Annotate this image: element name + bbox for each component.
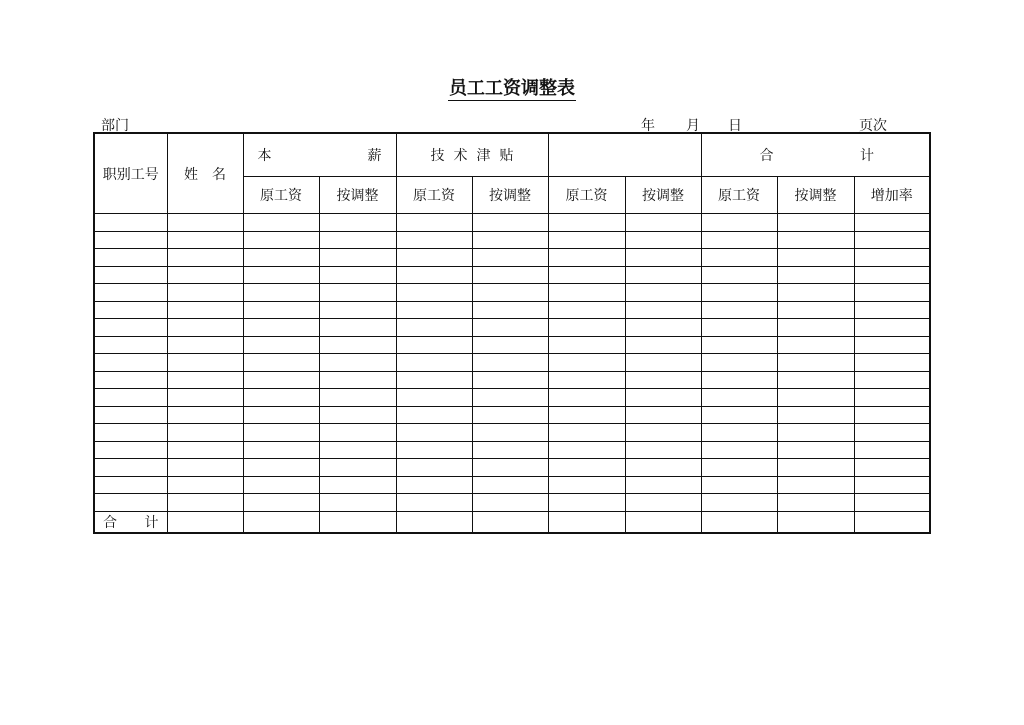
table-cell[interactable]	[319, 231, 396, 249]
table-row	[94, 494, 930, 512]
table-cell[interactable]	[167, 266, 243, 284]
table-cell[interactable]	[548, 249, 625, 267]
table-cell[interactable]	[548, 266, 625, 284]
table-cell[interactable]	[319, 371, 396, 389]
subheader-cell: 增加率	[854, 177, 930, 214]
table-cell[interactable]	[472, 424, 548, 442]
table-cell[interactable]	[472, 249, 548, 267]
subheader-cell: 按调整	[472, 177, 548, 214]
table-cell[interactable]	[548, 284, 625, 302]
table-cell[interactable]	[167, 336, 243, 354]
table-cell[interactable]	[854, 336, 930, 354]
table-row	[94, 371, 930, 389]
table-cell[interactable]	[94, 284, 167, 302]
table-cell[interactable]	[243, 424, 319, 442]
table-cell[interactable]	[777, 284, 854, 302]
table-cell[interactable]	[548, 214, 625, 232]
table-cell[interactable]	[94, 354, 167, 372]
table-cell[interactable]	[625, 319, 701, 337]
table-cell[interactable]	[396, 476, 472, 494]
table-cell[interactable]	[625, 301, 701, 319]
table-row	[94, 424, 930, 442]
table-cell[interactable]	[243, 266, 319, 284]
header-tech-allowance	[396, 133, 548, 177]
header-base-char-2: 薪	[367, 148, 382, 164]
table-cell[interactable]	[472, 441, 548, 459]
header-total-char-1: 合	[759, 148, 774, 164]
table-cell[interactable]	[854, 459, 930, 477]
table-cell[interactable]	[396, 441, 472, 459]
table-cell[interactable]	[777, 441, 854, 459]
table-cell[interactable]	[548, 459, 625, 477]
table-cell[interactable]	[854, 494, 930, 512]
total-label-char-1: 合	[103, 514, 117, 531]
table-cell[interactable]	[854, 389, 930, 407]
table-cell[interactable]	[777, 249, 854, 267]
table-row	[94, 284, 930, 302]
table-cell[interactable]	[94, 476, 167, 494]
table-cell[interactable]	[777, 301, 854, 319]
table-row	[94, 459, 930, 477]
table-cell[interactable]	[625, 406, 701, 424]
header-job-id: 职别工号	[94, 133, 167, 214]
total-cell[interactable]	[243, 511, 319, 533]
table-cell[interactable]	[701, 284, 777, 302]
table-cell[interactable]	[94, 459, 167, 477]
table-cell[interactable]	[548, 354, 625, 372]
table-cell[interactable]	[548, 231, 625, 249]
table-cell[interactable]	[396, 266, 472, 284]
table-cell[interactable]	[94, 389, 167, 407]
table-cell[interactable]	[701, 459, 777, 477]
page-title	[0, 74, 1024, 100]
header-blank-group	[548, 133, 701, 177]
table-cell[interactable]	[167, 354, 243, 372]
table-cell[interactable]	[94, 406, 167, 424]
table-cell[interactable]	[243, 284, 319, 302]
table-cell[interactable]	[472, 476, 548, 494]
table-cell[interactable]	[167, 301, 243, 319]
table-cell[interactable]	[319, 406, 396, 424]
table-cell[interactable]	[625, 441, 701, 459]
table-cell[interactable]	[167, 231, 243, 249]
table-cell[interactable]	[854, 371, 930, 389]
year-label: 年	[641, 118, 655, 134]
table-cell[interactable]	[777, 231, 854, 249]
table-cell[interactable]	[243, 336, 319, 354]
table-row	[94, 319, 930, 337]
total-cell[interactable]	[472, 511, 548, 533]
table-cell[interactable]	[854, 301, 930, 319]
table-cell[interactable]	[777, 354, 854, 372]
table-cell[interactable]	[396, 249, 472, 267]
table-row	[94, 301, 930, 319]
table-cell[interactable]	[777, 424, 854, 442]
table-cell[interactable]	[94, 336, 167, 354]
header-name-char-1: 姓	[184, 166, 198, 183]
table-cell[interactable]	[625, 494, 701, 512]
table-cell[interactable]	[319, 424, 396, 442]
table-cell[interactable]	[701, 494, 777, 512]
table-cell[interactable]	[854, 249, 930, 267]
header-total-char-2: 计	[860, 148, 874, 164]
table-cell[interactable]	[396, 301, 472, 319]
table-cell[interactable]	[854, 406, 930, 424]
table-cell[interactable]	[319, 284, 396, 302]
table-cell[interactable]	[701, 424, 777, 442]
table-cell[interactable]	[472, 494, 548, 512]
subheader-cell: 原工资	[701, 177, 777, 214]
table-cell[interactable]	[777, 371, 854, 389]
total-cell[interactable]	[548, 511, 625, 533]
table-cell[interactable]	[625, 424, 701, 442]
table-cell[interactable]	[625, 354, 701, 372]
table-row	[94, 266, 930, 284]
table-cell[interactable]	[396, 336, 472, 354]
table-cell[interactable]	[854, 231, 930, 249]
table-cell[interactable]	[167, 214, 243, 232]
table-cell[interactable]	[243, 354, 319, 372]
table-cell[interactable]	[396, 494, 472, 512]
table-cell[interactable]	[625, 459, 701, 477]
table-cell[interactable]	[94, 214, 167, 232]
table-cell[interactable]	[167, 371, 243, 389]
table-cell[interactable]	[701, 301, 777, 319]
table-cell[interactable]	[396, 319, 472, 337]
table-cell[interactable]	[243, 319, 319, 337]
table-row	[94, 354, 930, 372]
table-cell[interactable]	[472, 336, 548, 354]
table-cell[interactable]	[701, 406, 777, 424]
table-cell[interactable]	[319, 249, 396, 267]
table-row	[94, 336, 930, 354]
table-cell[interactable]	[701, 214, 777, 232]
table-cell[interactable]	[548, 371, 625, 389]
table-cell[interactable]	[396, 406, 472, 424]
table-row	[94, 249, 930, 267]
table-cell[interactable]	[701, 231, 777, 249]
table-cell[interactable]	[701, 249, 777, 267]
table-cell[interactable]	[854, 424, 930, 442]
table-cell[interactable]	[625, 284, 701, 302]
total-cell[interactable]	[777, 511, 854, 533]
table-cell[interactable]	[854, 266, 930, 284]
table-cell[interactable]	[777, 319, 854, 337]
table-cell[interactable]	[777, 406, 854, 424]
header-base-salary	[243, 133, 396, 177]
table-cell[interactable]	[319, 494, 396, 512]
table-cell[interactable]	[625, 389, 701, 407]
table-row	[94, 389, 930, 407]
table-row	[94, 214, 930, 232]
table-cell[interactable]	[396, 231, 472, 249]
table-cell[interactable]	[243, 476, 319, 494]
table-cell[interactable]	[94, 371, 167, 389]
table-cell[interactable]	[472, 371, 548, 389]
total-cell[interactable]	[319, 511, 396, 533]
table-cell[interactable]	[701, 389, 777, 407]
table-cell[interactable]	[548, 319, 625, 337]
table-cell[interactable]	[319, 266, 396, 284]
table-cell[interactable]	[548, 441, 625, 459]
subheader-cell: 按调整	[625, 177, 701, 214]
header-total	[701, 133, 930, 177]
table-cell[interactable]	[319, 441, 396, 459]
table-cell[interactable]	[625, 231, 701, 249]
table-cell[interactable]	[701, 354, 777, 372]
table-cell[interactable]	[94, 319, 167, 337]
table-cell[interactable]	[94, 494, 167, 512]
table-cell[interactable]	[854, 284, 930, 302]
table-cell[interactable]	[167, 494, 243, 512]
table-cell[interactable]	[396, 389, 472, 407]
table-cell[interactable]	[319, 459, 396, 477]
table-cell[interactable]	[243, 249, 319, 267]
table-cell[interactable]	[472, 214, 548, 232]
table-cell[interactable]	[319, 319, 396, 337]
table-cell[interactable]	[472, 406, 548, 424]
table-cell[interactable]	[319, 476, 396, 494]
month-label: 月	[686, 118, 700, 134]
table-cell[interactable]	[319, 389, 396, 407]
total-cell[interactable]	[167, 511, 243, 533]
department-label: 部门	[101, 118, 129, 134]
table-cell[interactable]	[777, 214, 854, 232]
table-cell[interactable]	[94, 249, 167, 267]
table-cell[interactable]	[548, 389, 625, 407]
table-cell[interactable]	[625, 266, 701, 284]
header-row-group	[94, 133, 930, 177]
table-cell[interactable]	[472, 389, 548, 407]
table-cell[interactable]	[625, 476, 701, 494]
table-cell[interactable]	[396, 354, 472, 372]
table-cell[interactable]	[777, 494, 854, 512]
header-tech-allowance-text: 技术津贴	[430, 148, 523, 164]
table-cell[interactable]	[701, 371, 777, 389]
table-cell[interactable]	[319, 336, 396, 354]
table-cell[interactable]	[167, 441, 243, 459]
salary-adjustment-table	[93, 132, 931, 534]
page-number-label: 页次	[859, 118, 887, 134]
table-cell[interactable]	[625, 371, 701, 389]
total-label-char-2: 计	[144, 514, 159, 531]
title-text: 员工工资调整表	[449, 78, 575, 99]
table-cell[interactable]	[701, 336, 777, 354]
table-cell[interactable]	[319, 354, 396, 372]
table-cell[interactable]	[243, 214, 319, 232]
header-name-char-2: 名	[212, 166, 226, 183]
table-cell[interactable]	[167, 284, 243, 302]
table-cell[interactable]	[472, 319, 548, 337]
table-cell[interactable]	[243, 301, 319, 319]
subheader-cell: 原工资	[396, 177, 472, 214]
table-cell[interactable]	[167, 249, 243, 267]
table-cell[interactable]	[625, 214, 701, 232]
table-row	[94, 231, 930, 249]
table-cell[interactable]	[319, 214, 396, 232]
table-cell[interactable]	[777, 266, 854, 284]
table-row	[94, 476, 930, 494]
table-cell[interactable]	[548, 424, 625, 442]
total-cell[interactable]	[854, 511, 930, 533]
table-cell[interactable]	[243, 494, 319, 512]
table-cell[interactable]	[472, 459, 548, 477]
table-cell[interactable]	[625, 249, 701, 267]
table-cell[interactable]	[777, 336, 854, 354]
subheader-cell: 按调整	[319, 177, 396, 214]
table-cell[interactable]	[167, 319, 243, 337]
table-cell[interactable]	[243, 459, 319, 477]
table-cell[interactable]	[854, 354, 930, 372]
table-cell[interactable]	[396, 284, 472, 302]
table-cell[interactable]	[319, 301, 396, 319]
table-cell[interactable]	[472, 284, 548, 302]
table-cell[interactable]	[548, 336, 625, 354]
total-cell[interactable]	[396, 511, 472, 533]
total-row	[94, 511, 930, 533]
table-cell[interactable]	[243, 231, 319, 249]
table-cell[interactable]	[167, 459, 243, 477]
table-cell[interactable]	[167, 406, 243, 424]
table-cell[interactable]	[396, 459, 472, 477]
table-cell[interactable]	[854, 441, 930, 459]
table-cell[interactable]	[167, 476, 243, 494]
table-cell[interactable]	[243, 406, 319, 424]
table-cell[interactable]	[777, 476, 854, 494]
total-cell[interactable]	[701, 511, 777, 533]
table-cell[interactable]	[854, 319, 930, 337]
table-row	[94, 406, 930, 424]
table-cell[interactable]	[243, 371, 319, 389]
table-cell[interactable]	[701, 319, 777, 337]
subheader-cell: 原工资	[548, 177, 625, 214]
table-cell[interactable]	[472, 354, 548, 372]
table-cell[interactable]	[625, 336, 701, 354]
table-cell[interactable]	[548, 494, 625, 512]
header-name	[167, 133, 243, 214]
table-cell[interactable]	[94, 266, 167, 284]
day-label: 日	[728, 118, 742, 134]
table-cell[interactable]	[243, 389, 319, 407]
table-cell[interactable]	[777, 459, 854, 477]
table-cell[interactable]	[472, 266, 548, 284]
table-cell[interactable]	[396, 214, 472, 232]
table-cell[interactable]	[701, 441, 777, 459]
table-cell[interactable]	[472, 231, 548, 249]
table-cell[interactable]	[548, 476, 625, 494]
subheader-cell: 原工资	[243, 177, 319, 214]
table-cell[interactable]	[94, 301, 167, 319]
table-cell[interactable]	[854, 214, 930, 232]
table-cell[interactable]	[167, 389, 243, 407]
header-base-char-1: 本	[257, 148, 272, 164]
table-cell[interactable]	[472, 301, 548, 319]
table-cell[interactable]	[701, 266, 777, 284]
table-row	[94, 441, 930, 459]
table-cell[interactable]	[854, 476, 930, 494]
total-cell[interactable]	[625, 511, 701, 533]
table-cell[interactable]	[94, 441, 167, 459]
table-cell[interactable]	[167, 424, 243, 442]
table-cell[interactable]	[396, 371, 472, 389]
table-cell[interactable]	[548, 406, 625, 424]
table-cell[interactable]	[243, 441, 319, 459]
table-cell[interactable]	[777, 389, 854, 407]
table-cell[interactable]	[396, 424, 472, 442]
table-cell[interactable]	[548, 301, 625, 319]
table-cell[interactable]	[94, 231, 167, 249]
table-cell[interactable]	[94, 424, 167, 442]
total-row-label	[94, 511, 167, 533]
table-cell[interactable]	[701, 476, 777, 494]
subheader-cell: 按调整	[777, 177, 854, 214]
